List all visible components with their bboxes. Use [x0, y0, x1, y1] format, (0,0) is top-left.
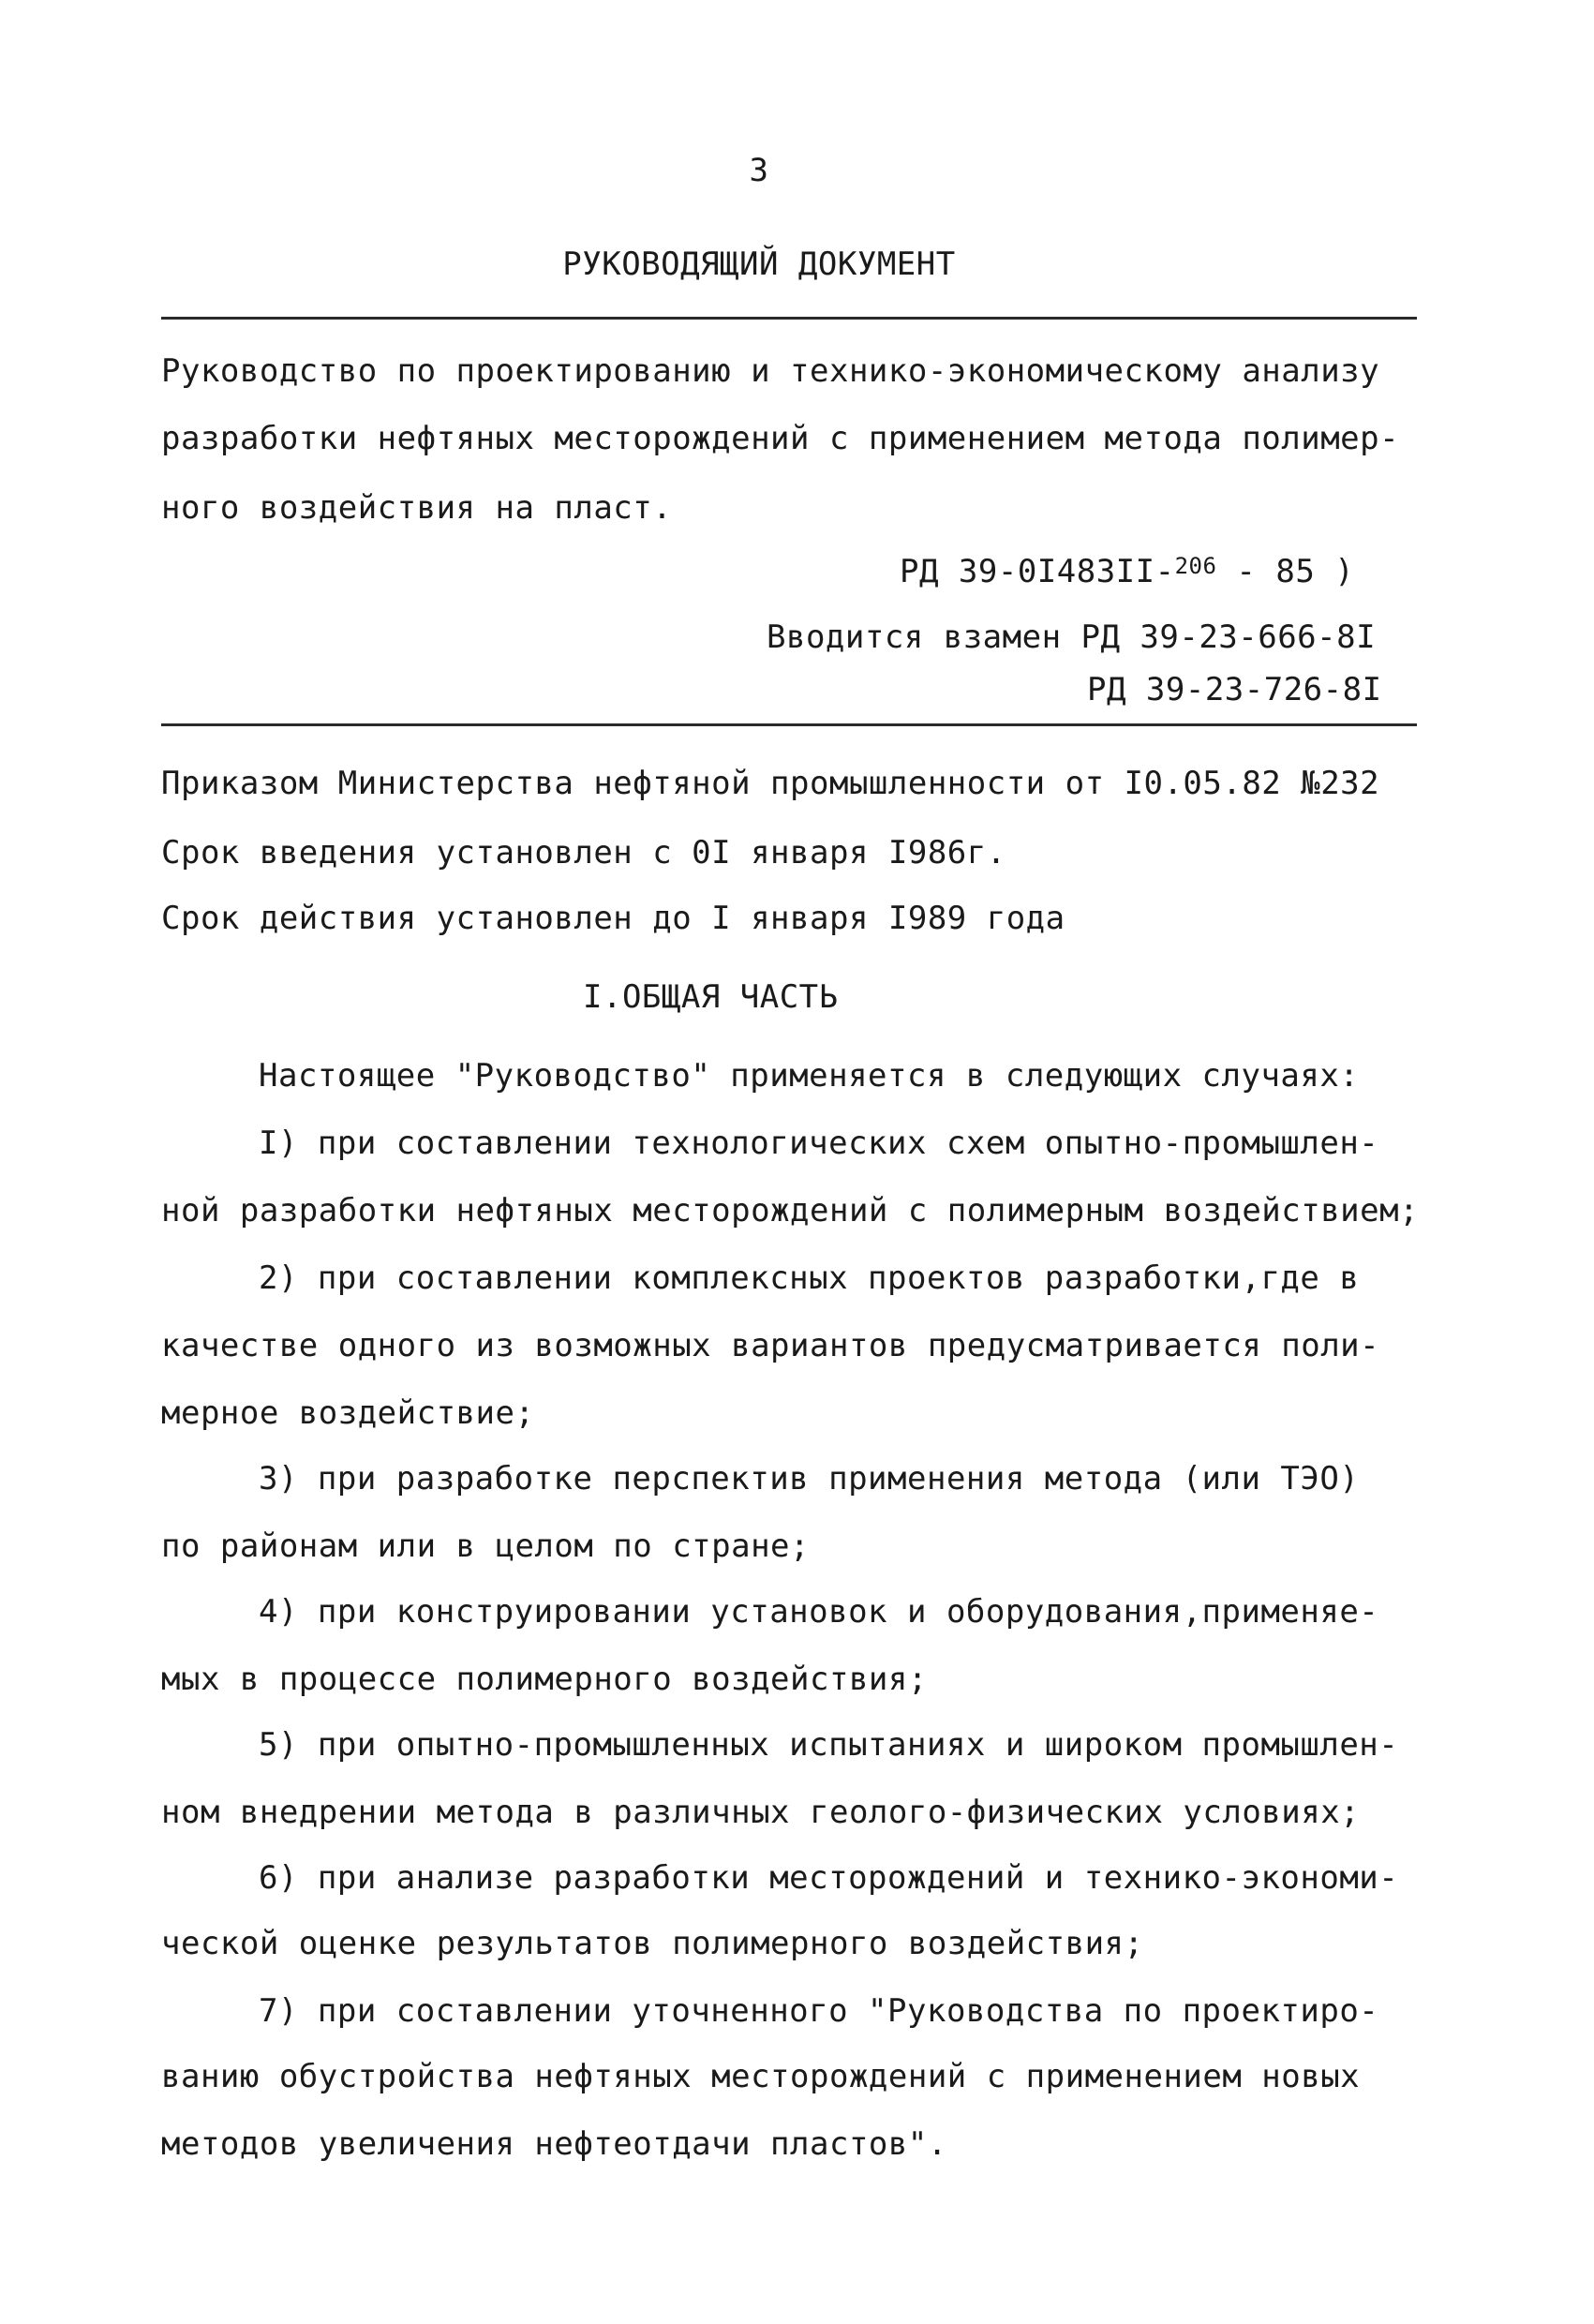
body-line: качестве одного из возможных вариантов предусматривается поли- — [161, 1327, 1380, 1364]
order-line-2: Срок введения установлен с 0I января I986г. — [161, 834, 1006, 872]
body-line: I) при составлении технологических схем опытно-промышлен- — [259, 1125, 1379, 1162]
top-divider — [161, 317, 1417, 320]
body-line: мых в процессе полимерного воздействия; — [161, 1661, 928, 1698]
body-line: 2) при составлении комплексных проектов разработки,где в — [259, 1259, 1360, 1297]
body-line: методов увеличения нефтеотдачи пластов". — [161, 2125, 947, 2163]
body-line: 3) при разработке перспектив применения метода (или ТЭО) — [259, 1460, 1360, 1497]
document-code — [900, 553, 1354, 590]
section-title: I.ОБЩАЯ ЧАСТЬ — [583, 978, 839, 1016]
body-line: по районам или в целом по стране; — [161, 1527, 811, 1565]
body-line: ванию обустройства нефтяных месторождений с применением новых — [161, 2058, 1361, 2095]
body-line: Настоящее "Руководство" применяется в следующих случаях: — [259, 1057, 1360, 1095]
title-line-2: разработки нефтяных месторождений с применением метода полимер- — [161, 420, 1400, 457]
document-code-suffix: - 85 ) — [1216, 553, 1355, 590]
document-code-superscript: 206 — [1174, 553, 1217, 579]
document-code-prefix: РД 39-0I483II- — [900, 553, 1175, 590]
title-line-1: Руководство по проектированию и технико-экономическому анализу — [161, 352, 1380, 390]
title-line-3: ного воздействия на пласт. — [161, 489, 673, 527]
document-type-heading: РУКОВОДЯЩИЙ ДОКУМЕНТ — [562, 246, 956, 283]
body-line: ческой оценке результатов полимерного воздействия; — [161, 1925, 1144, 1962]
body-line: ной разработки нефтяных месторождений с полимерным воздействием; — [161, 1192, 1420, 1229]
body-line: мерное воздействие; — [161, 1394, 535, 1432]
body-line: 7) при составлении уточненного "Руководства по проектиро- — [259, 1992, 1379, 2030]
body-line: 5) при опытно-промышленных испытаниях и широком промышлен- — [259, 1726, 1399, 1764]
order-line-1: Приказом Министерства нефтяной промышленности от I0.05.82 №232 — [161, 765, 1380, 802]
replaces-line-2: РД 39-23-726-8I — [1087, 671, 1382, 708]
body-line: 6) при анализе разработки месторождений и технико-экономи- — [259, 1859, 1399, 1897]
replaces-line-1: Вводится взамен РД 39-23-666-8I — [767, 618, 1377, 656]
body-line: ном внедрении метода в различных геолого-физических условиях; — [161, 1794, 1361, 1831]
page-number: 3 — [749, 152, 769, 189]
body-line: 4) при конструировании установок и оборудования,применяе- — [259, 1593, 1379, 1631]
order-line-3: Срок действия установлен до I января I989 года — [161, 900, 1065, 937]
bottom-divider — [161, 723, 1417, 726]
